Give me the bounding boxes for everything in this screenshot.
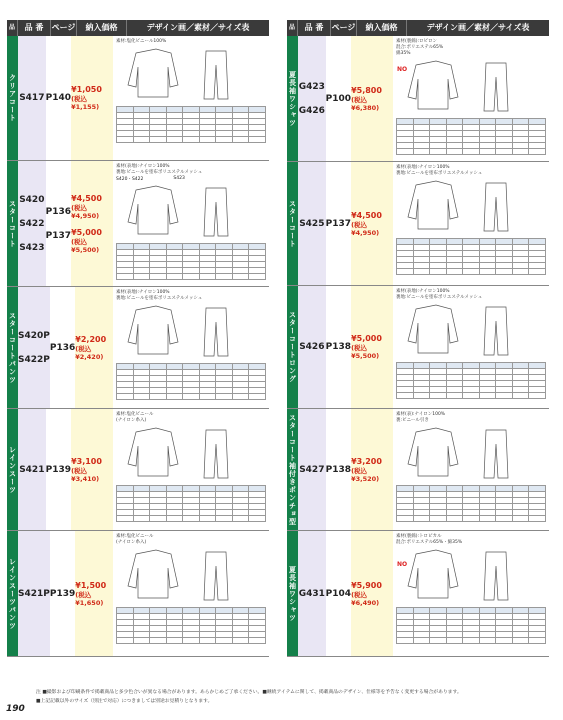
product-number-cell xyxy=(298,531,326,656)
price-tax: (税込¥6,380) xyxy=(351,95,380,112)
price: ¥2,200 xyxy=(75,334,107,344)
product-number-cell xyxy=(18,409,46,530)
product-number: S420 xyxy=(19,194,45,205)
product-number-cell xyxy=(18,531,50,656)
category-label: スターコートパンツ xyxy=(7,287,18,408)
category-label: スターコート xyxy=(287,162,298,285)
size-table xyxy=(396,238,546,275)
header-page: ページ xyxy=(51,20,77,36)
design-cell xyxy=(393,162,549,285)
price-cell xyxy=(351,36,393,161)
price-block xyxy=(351,334,393,360)
header-no: 品 番 xyxy=(18,20,51,36)
price-block xyxy=(71,228,113,254)
page-ref: P137 xyxy=(325,218,352,229)
header-page: ページ xyxy=(331,20,357,36)
footer-note-1: 注 ■撮影および印刷条件で掲載商品と多少色合いが異なる場合があります。あらかじめご了承ください。■継続アイテムに関して、掲載商品のデザイン、仕様等を予告なく変更する場合があります。 xyxy=(36,690,462,695)
size-table xyxy=(396,607,546,644)
price: ¥4,500 xyxy=(351,210,382,220)
page-cell xyxy=(326,286,351,408)
category-label: スターコート xyxy=(7,161,18,286)
garment-drawing xyxy=(396,301,546,359)
price-cell xyxy=(351,162,393,285)
table-header xyxy=(7,20,269,36)
page-cell xyxy=(326,162,351,285)
price-block xyxy=(71,194,113,220)
price: ¥5,000 xyxy=(71,227,102,237)
price-cell xyxy=(351,531,393,656)
sub-label: S420・S422 xyxy=(116,176,144,182)
price-cell xyxy=(351,409,393,530)
size-table xyxy=(116,106,266,143)
price-block xyxy=(75,581,113,607)
product-number-cell xyxy=(298,286,326,408)
page-cell xyxy=(326,409,351,530)
price-block xyxy=(351,211,393,237)
header-design: デザイン画／素材／サイズ表 xyxy=(426,23,530,32)
material-text: 素材(裏綿):ロビロン 混合:ポリエステル65% 綿35% xyxy=(396,39,444,56)
material-text: 素材:塩化ビニール100% xyxy=(116,39,167,44)
price-block xyxy=(351,86,393,112)
price-cell xyxy=(71,36,113,160)
price: ¥5,800 xyxy=(351,85,382,95)
garment-drawing xyxy=(116,182,266,240)
page-ref: P140 xyxy=(45,93,72,103)
size-table xyxy=(396,362,546,399)
page-ref: P139 xyxy=(49,588,76,599)
product-number: S422 xyxy=(19,218,45,229)
product-number: S417 xyxy=(19,93,45,103)
product-number: S421P xyxy=(18,588,50,599)
material-text: 素材:塩化ビニール (ナイロン糸入) xyxy=(116,534,154,545)
price-tax: (税込¥3,410) xyxy=(71,466,100,483)
price: ¥5,000 xyxy=(351,334,382,343)
header-no: 品 番 xyxy=(298,20,331,36)
price-cell xyxy=(71,409,113,530)
product-number: S425 xyxy=(299,218,325,229)
price-block xyxy=(351,581,393,607)
price-tax: (税込¥1,650) xyxy=(75,590,104,607)
material-text: 素材(表地):ナイロン100% 裏地:ビニールを塗布ポリエステルメッシュ xyxy=(396,165,483,176)
product-number: S421 xyxy=(19,464,45,475)
design-cell xyxy=(393,531,549,656)
price: ¥3,200 xyxy=(351,456,382,466)
price-block xyxy=(71,457,113,483)
garment-drawing xyxy=(396,177,546,235)
category-label: レインスーツ xyxy=(7,409,18,530)
product-number: S420P xyxy=(18,330,50,341)
header-design: デザイン画／素材／サイズ表 xyxy=(146,23,250,32)
product-number-cell xyxy=(18,36,46,160)
material-text: 素材(表地):ナイロン100% 裏地:ビニールを塗布ポリエステルメッシュ xyxy=(116,290,203,301)
garment-drawing xyxy=(396,57,546,115)
price-tax: (税込¥4,950) xyxy=(71,203,100,220)
category-label: レインスーツパンツ xyxy=(7,531,18,656)
price-block xyxy=(75,335,113,361)
design-cell xyxy=(113,36,269,160)
garment-drawing xyxy=(116,424,266,482)
price-tax: (税込¥3,520) xyxy=(351,466,380,483)
product-number: S427 xyxy=(299,464,325,475)
header-category: 品 xyxy=(287,20,298,36)
product-row xyxy=(7,531,269,657)
header-price: 納入価格 xyxy=(77,20,127,36)
garment-drawing xyxy=(116,45,266,103)
category-label: クリアコート xyxy=(7,36,18,160)
price: ¥1,050 xyxy=(71,85,102,94)
page-ref: P104 xyxy=(325,588,352,599)
price-cell xyxy=(75,287,113,408)
design-cell xyxy=(113,531,269,656)
category-label: 夏長袖ワシャツ xyxy=(287,531,298,656)
garment-drawing xyxy=(396,546,546,604)
product-row xyxy=(287,36,549,162)
design-cell xyxy=(113,409,269,530)
price-block xyxy=(351,457,393,483)
page-ref: P138 xyxy=(325,342,352,352)
price-cell xyxy=(71,161,113,286)
page-cell xyxy=(326,36,351,161)
price-cell xyxy=(75,531,113,656)
material-text: 素材(表):ナイロン100% 裏:ビニール引き xyxy=(396,412,446,423)
footer-note-2: ■上記記載以外のサイズ（別注で対応）につきましては別途お見積りとなります。 xyxy=(36,699,213,704)
page-cell xyxy=(50,287,75,408)
page-cell xyxy=(50,531,75,656)
category-label: スターコート袖付きポンチョ型 xyxy=(287,409,298,530)
design-cell xyxy=(113,287,269,408)
page-ref: P137 xyxy=(45,230,72,241)
page-cell xyxy=(46,409,71,530)
product-row xyxy=(287,162,549,286)
product-number: S426 xyxy=(299,342,325,352)
category-label: スターコートロング xyxy=(287,286,298,408)
price-tax: (税込¥6,490) xyxy=(351,590,380,607)
design-cell xyxy=(393,286,549,408)
price-tax: (税込¥2,420) xyxy=(75,344,104,361)
product-row xyxy=(7,409,269,531)
left-panel xyxy=(7,20,269,657)
page-ref: P138 xyxy=(325,464,352,475)
price: ¥5,900 xyxy=(351,580,382,590)
product-number-cell xyxy=(298,36,326,161)
page-ref: P136 xyxy=(45,206,72,217)
right-panel xyxy=(287,20,549,657)
product-row xyxy=(7,161,269,287)
product-number-cell xyxy=(18,287,50,408)
product-number: S423 xyxy=(19,242,45,253)
material-text: 素材(裏綿):トロピカル 混合:ポリエステル65%・綿35% xyxy=(396,534,463,545)
price-cell xyxy=(351,286,393,408)
material-text: 素材(表地):ナイロン100% 裏地:ビニールを塗布ポリエステルメッシュ xyxy=(116,164,203,175)
design-cell xyxy=(393,409,549,530)
price-tax: (税込¥5,500) xyxy=(351,344,380,360)
page-number: 190 xyxy=(6,704,25,714)
price-tax: (税込¥5,500) xyxy=(71,237,100,254)
price: ¥3,100 xyxy=(71,456,102,466)
price: ¥1,500 xyxy=(75,580,107,590)
size-table xyxy=(396,118,546,155)
product-number: G426 xyxy=(298,105,325,116)
size-table xyxy=(116,363,266,400)
category-label: 夏長袖ワシャツ xyxy=(287,36,298,161)
product-number-cell xyxy=(298,409,326,530)
page-cell xyxy=(326,531,351,656)
size-table xyxy=(116,485,266,522)
page-cell xyxy=(46,161,71,286)
header-price: 納入価格 xyxy=(357,20,407,36)
product-row xyxy=(287,286,549,409)
page-ref: P100 xyxy=(325,93,352,104)
price: ¥4,500 xyxy=(71,193,102,203)
price-tax: (税込¥4,950) xyxy=(351,220,380,237)
product-row xyxy=(287,409,549,531)
product-number-cell xyxy=(18,161,46,286)
product-row xyxy=(287,531,549,657)
page-ref: P139 xyxy=(45,464,72,475)
garment-drawing xyxy=(116,546,266,604)
product-number: S422P xyxy=(18,354,50,365)
no-badge: NO xyxy=(397,66,408,73)
sub-label: S423 xyxy=(173,175,185,181)
product-row xyxy=(7,287,269,409)
header-category: 品 xyxy=(7,20,18,36)
design-cell xyxy=(393,36,549,161)
product-number-cell xyxy=(298,162,326,285)
size-table xyxy=(116,607,266,644)
material-text: 素材(表地):ナイロン100% 裏地:ビニールを塗布ポリエステルメッシュ xyxy=(396,289,483,300)
price-block xyxy=(71,85,113,111)
product-number: G423 xyxy=(298,81,325,92)
size-table xyxy=(116,243,266,280)
no-badge: NO xyxy=(397,561,408,568)
garment-drawing xyxy=(396,424,546,482)
page-cell xyxy=(46,36,71,160)
product-row xyxy=(7,36,269,161)
product-number: G431 xyxy=(298,588,325,599)
size-table xyxy=(396,485,546,522)
table-header xyxy=(287,20,549,36)
page-ref: P136 xyxy=(49,342,76,353)
garment-drawing xyxy=(116,302,266,360)
material-text: 素材:塩化ビニール (ナイロン糸入) xyxy=(116,412,154,423)
design-cell xyxy=(113,161,269,286)
price-tax: (税込¥1,155) xyxy=(71,95,100,111)
